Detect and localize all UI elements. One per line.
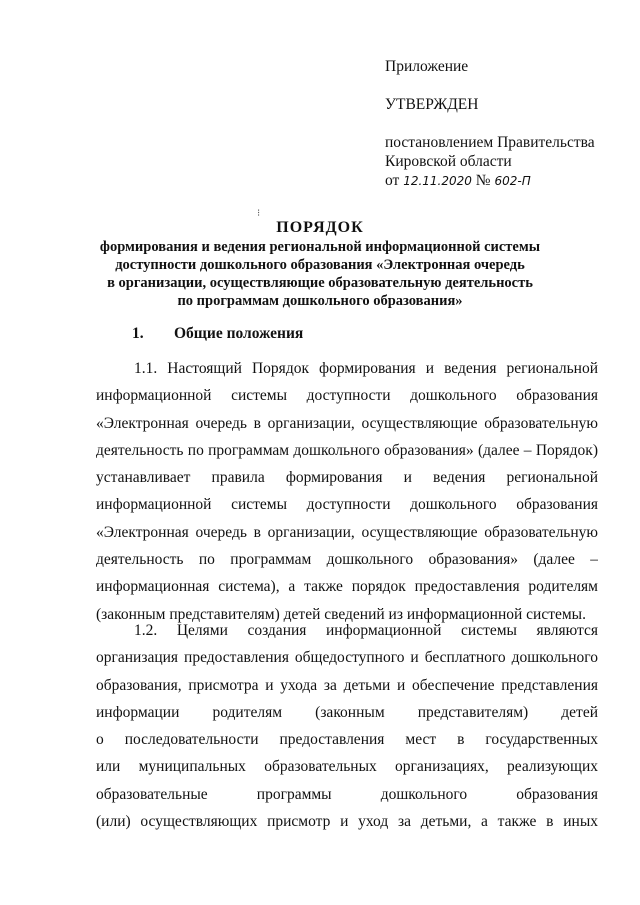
paragraph-line: «Электронная очередь в организации, осуществляющие образовательную [96,414,598,432]
number-value: 602-П [494,174,531,188]
paragraph-line: деятельность по программам дошкольного образования» (далее – Порядок) [96,441,598,459]
paragraph-line: устанавливает правила формирования и ведения региональной [96,469,598,487]
approval-header [385,57,625,191]
title-line: по программам дошкольного образования» [177,293,463,309]
paragraph-line: организация предоставления общедоступного и бесплатного дошкольного [96,649,598,667]
decree-line-2: Кировской области [385,153,512,170]
appendix-label: Приложение [385,58,469,75]
paragraph-line: информации родителям (законным представителям) детей [96,703,598,721]
paragraph-line: информационной системы доступности дошкольного образования [96,496,598,514]
paragraph-line: «Электронная очередь в организации, осуществляющие образовательную [96,523,598,541]
paragraph-line: информационной системы доступности дошкольного образования [96,387,598,405]
paragraph-line: 1.2. Целями создания информационной системы являются [134,622,598,639]
paragraph-line: образования, присмотра и ухода за детьми и обеспечение представления [96,676,598,694]
section-number: 1. [132,325,144,342]
approved-label: УТВЕРЖДЕН [385,96,479,113]
title-main: ПОРЯДОК [276,219,364,236]
date-value: 12.11.2020 [403,174,472,188]
decree-line-1: постановлением Правительства [385,134,595,151]
title-line: формирования и ведения региональной информационной системы [99,239,541,255]
section-heading [132,325,303,343]
paragraph-line: деятельность по программам дошкольного образования» (далее – [96,551,598,569]
date-prefix: от [385,172,400,189]
paragraph-line: (законным представителям) детей сведений из информационной системы. [96,605,586,623]
title-line: доступности дошкольного образования «Электронная очередь [115,257,525,273]
number-sign: № [475,172,491,189]
paragraph-line: образовательные программы дошкольного образования [96,785,598,803]
paragraph-line: или муниципальных образовательных организациях, реализующих [96,758,598,776]
paragraph-1-2 [96,617,598,835]
paragraph-line: 1.1. Настоящий Порядок формирования и ведения региональной [134,360,598,377]
scan-artifact: ⁝ [257,208,261,219]
document-title [60,218,580,310]
title-line: в организации, осуществляющие образовательную деятельность [107,275,533,291]
paragraph-line: о последовательности предоставления мест в государственных [96,731,598,749]
paragraph-1-1 [96,355,598,628]
paragraph-line: информационная система), а также порядок предоставления родителям [96,578,598,596]
paragraph-line: (или) осуществляющих присмотр и уход за детьми, а также в иных [96,813,598,831]
section-title: Общие положения [174,325,304,342]
decree-date-line [385,171,625,191]
